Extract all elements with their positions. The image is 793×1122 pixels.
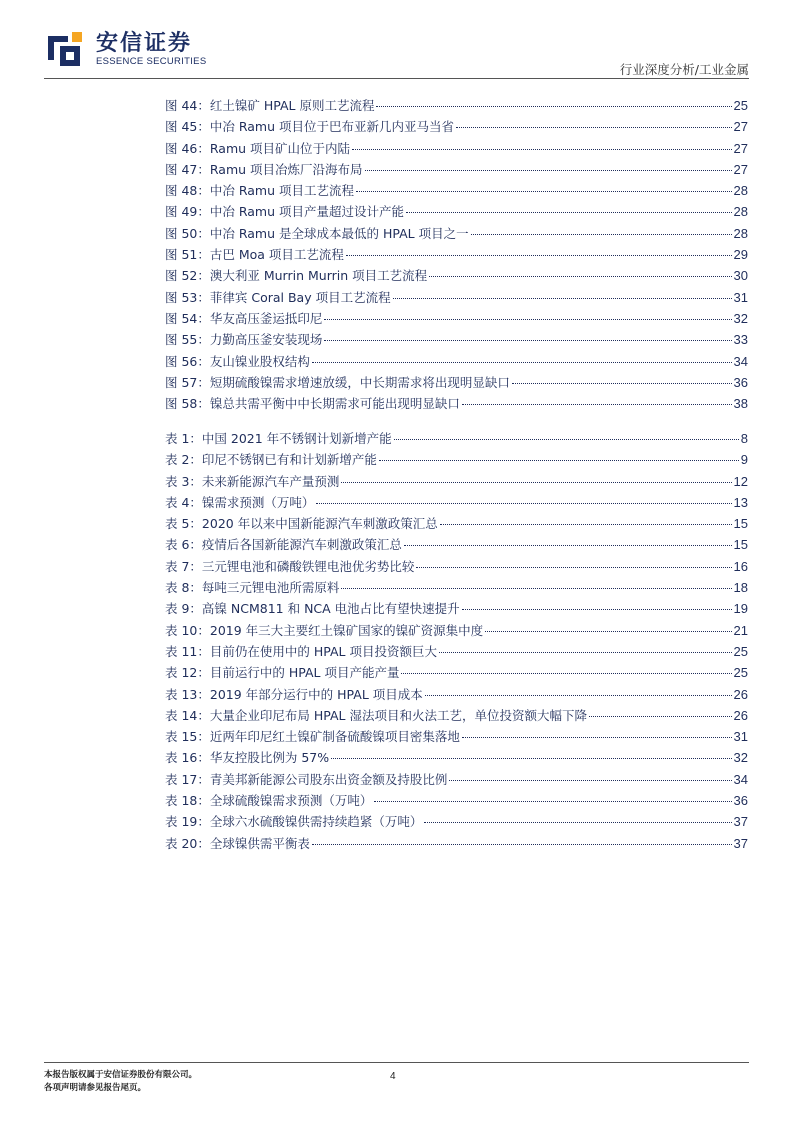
toc-label: 图 53：菲律宾 Coral Bay 项目工艺流程 [165, 289, 391, 305]
toc-page: 32 [733, 750, 748, 766]
toc-entry[interactable] [165, 535, 748, 556]
toc-label: 图 54：华友高压釜运抵印尼 [165, 310, 323, 326]
toc-label: 图 50：中冶 Ramu 是全球成本最低的 HPAL 项目之一 [165, 225, 469, 241]
toc-leader [352, 149, 732, 150]
toc-leader [393, 298, 732, 299]
toc-label: 表 2：印尼不锈钢已有和计划新增产能 [165, 452, 377, 468]
toc-page: 26 [733, 686, 748, 702]
toc-label: 表 15：近两年印尼红土镍矿制备硫酸镍项目密集落地 [165, 729, 460, 745]
toc-label: 图 49：中冶 Ramu 项目产量超过设计产能 [165, 204, 404, 220]
toc-page: 38 [733, 396, 748, 412]
toc-label: 表 6：疫情后各国新能源汽车刺激政策汇总 [165, 537, 402, 553]
toc-entry[interactable] [165, 288, 748, 309]
toc-entry[interactable] [165, 245, 748, 266]
figure-list [165, 96, 748, 415]
toc-entry[interactable] [165, 181, 748, 202]
toc-leader [439, 652, 732, 653]
toc-page: 36 [733, 374, 748, 390]
toc-leader [589, 716, 732, 717]
toc-page: 37 [733, 835, 748, 851]
toc-entry[interactable] [165, 642, 748, 663]
toc-entry[interactable] [165, 663, 748, 684]
toc-leader [341, 588, 731, 589]
toc-leader [462, 404, 732, 405]
report-category: 行业深度分析/工业金属 [619, 62, 749, 77]
toc-page: 15 [733, 537, 748, 553]
toc-label: 表 1：中国 2021 年不锈钢计划新增产能 [165, 431, 392, 446]
toc-page: 29 [733, 247, 748, 263]
toc-label: 表 7：三元锂电池和磷酸铁锂电池优劣势比较 [165, 558, 415, 574]
toc-page: 28 [733, 204, 748, 220]
toc-leader [456, 127, 732, 128]
toc-leader [316, 503, 731, 504]
essence-logo-icon [44, 30, 84, 68]
toc-leader [379, 460, 739, 461]
toc-entry[interactable] [165, 685, 748, 706]
table-list [165, 429, 748, 855]
toc-page: 15 [733, 516, 748, 532]
toc-page: 26 [733, 707, 748, 723]
toc-leader [376, 106, 731, 107]
toc-page: 25 [733, 98, 748, 113]
toc-entry[interactable] [165, 96, 748, 117]
toc-page: 28 [733, 225, 748, 241]
toc-leader [404, 545, 732, 546]
toc-entry[interactable] [165, 472, 748, 493]
toc-entry[interactable] [165, 330, 748, 351]
toc-page: 8 [740, 431, 748, 446]
toc-label: 图 51：古巴 Moa 项目工艺流程 [165, 247, 344, 263]
toc-entry[interactable] [165, 202, 748, 223]
footer-divider [44, 1062, 749, 1063]
toc-leader [471, 234, 732, 235]
toc-entry[interactable] [165, 139, 748, 160]
toc-label: 表 11：目前仍在使用中的 HPAL 项目投资额巨大 [165, 643, 437, 659]
toc-leader [346, 255, 732, 256]
toc-entry[interactable] [165, 429, 748, 450]
toc-label: 图 56：友山镍业股权结构 [165, 353, 310, 369]
toc-page: 27 [733, 119, 748, 135]
toc-page: 31 [733, 729, 748, 745]
toc-label: 图 44：红土镍矿 HPAL 原则工艺流程 [165, 98, 375, 113]
toc-label: 表 16：华友控股比例为 57% [165, 750, 330, 766]
toc-leader [356, 191, 732, 192]
toc-label: 图 52：澳大利亚 Murrin Murrin 项目工艺流程 [165, 268, 428, 284]
logo-name-cn: 安信证券 [96, 31, 193, 56]
toc-label: 表 12：目前运行中的 HPAL 项目产能产量 [165, 665, 400, 681]
toc-label: 表 13：2019 年部分运行中的 HPAL 项目成本 [165, 686, 423, 702]
toc-label: 图 47：Ramu 项目冶炼厂沿海布局 [165, 161, 363, 177]
toc-label: 表 19：全球六水硫酸镍供需持续趋紧（万吨） [165, 814, 423, 830]
toc-page: 19 [733, 601, 748, 617]
toc-label: 图 48：中冶 Ramu 项目工艺流程 [165, 183, 354, 199]
toc-page: 25 [733, 665, 748, 681]
toc-page: 34 [733, 353, 748, 369]
toc-label: 表 10：2019 年三大主要红土镍矿国家的镍矿资源集中度 [165, 622, 484, 638]
toc-entry[interactable] [165, 117, 748, 138]
toc-leader [462, 609, 732, 610]
toc-page: 33 [733, 332, 748, 348]
toc-page: 27 [733, 161, 748, 177]
toc-leader [312, 362, 732, 363]
company-logo [44, 26, 207, 72]
toc-page: 13 [733, 494, 748, 510]
toc-entry[interactable] [165, 373, 748, 394]
toc-leader [462, 737, 732, 738]
toc-leader [341, 482, 731, 483]
toc-entry[interactable] [165, 791, 748, 812]
toc-label: 图 58：镍总共需平衡中中长期需求可能出现明显缺口 [165, 396, 460, 412]
disclaimer-note: 各项声明请参见报告尾页。 [44, 1083, 147, 1093]
toc-leader [406, 212, 732, 213]
toc-page: 32 [733, 310, 748, 326]
toc-entry[interactable] [165, 727, 748, 748]
toc-entry[interactable] [165, 309, 748, 330]
toc-page: 30 [733, 268, 748, 284]
toc-entry[interactable] [165, 394, 748, 415]
toc-entry[interactable] [165, 812, 748, 833]
toc-page: 37 [733, 814, 748, 830]
copyright-note: 本报告版权属于安信证券股份有限公司。 [44, 1070, 198, 1080]
toc-page: 27 [733, 140, 748, 156]
toc-leader [416, 567, 731, 568]
toc-label: 图 57：短期硫酸镍需求增速放缓，中长期需求将出现明显缺口 [165, 374, 510, 390]
toc-leader [512, 383, 732, 384]
toc-leader [485, 631, 731, 632]
toc-page: 18 [733, 580, 748, 596]
toc-label: 表 14：大量企业印尼布局 HPAL 湿法项目和火法工艺，单位投资额大幅下降 [165, 707, 587, 723]
header-divider [44, 78, 749, 79]
toc-entry[interactable] [165, 224, 748, 245]
toc-page: 36 [733, 793, 748, 809]
toc-label: 表 18：全球硫酸镍需求预测（万吨） [165, 793, 373, 809]
toc-entry[interactable] [165, 160, 748, 181]
toc-leader [365, 170, 732, 171]
toc-page: 9 [740, 452, 748, 468]
page-number: 4 [390, 1071, 396, 1082]
toc-leader [429, 276, 731, 277]
toc-page: 34 [733, 771, 748, 787]
toc-page: 12 [733, 473, 748, 489]
toc-label: 图 45：中冶 Ramu 项目位于巴布亚新几内亚马当省 [165, 119, 454, 135]
toc-label: 表 9：高镍 NCM811 和 NCA 电池占比有望快速提升 [165, 601, 460, 617]
toc-leader [324, 340, 731, 341]
toc-label: 表 4：镍需求预测（万吨） [165, 494, 315, 510]
toc-leader [331, 758, 731, 759]
toc-page: 16 [733, 558, 748, 574]
toc-entry[interactable] [165, 706, 748, 727]
toc-leader [401, 673, 731, 674]
toc-entry[interactable] [165, 514, 748, 535]
toc-label: 图 46：Ramu 项目矿山位于内陆 [165, 140, 351, 156]
toc-leader [312, 844, 732, 845]
toc-page: 28 [733, 183, 748, 199]
toc-label: 表 8：每吨三元锂电池所需原料 [165, 580, 340, 596]
toc-entry[interactable] [165, 493, 748, 514]
toc-leader [424, 822, 731, 823]
toc-entry[interactable] [165, 352, 748, 373]
toc-label: 表 17：青美邦新能源公司股东出资金额及持股比例 [165, 771, 448, 787]
toc-entry[interactable] [165, 834, 748, 855]
toc-entry[interactable] [165, 621, 748, 642]
toc-entry[interactable] [165, 599, 748, 620]
logo-name-en: ESSENCE SECURITIES [96, 56, 207, 67]
toc-page: 31 [733, 289, 748, 305]
toc-label: 表 5：2020 年以来中国新能源汽车刺激政策汇总 [165, 516, 438, 532]
toc-leader [394, 439, 739, 440]
toc-label: 图 55：力勤高压釜安装现场 [165, 332, 323, 348]
toc-leader [425, 695, 732, 696]
toc-page: 21 [733, 622, 748, 638]
toc-entry[interactable] [165, 770, 748, 791]
toc-leader [374, 801, 731, 802]
toc-entry[interactable] [165, 557, 748, 578]
toc-leader [449, 780, 731, 781]
toc-entry[interactable] [165, 578, 748, 599]
toc-entry[interactable] [165, 748, 748, 769]
toc-leader [324, 319, 731, 320]
toc-label: 表 20：全球镍供需平衡表 [165, 835, 310, 851]
toc-entry[interactable] [165, 266, 748, 287]
toc-label: 表 3：未来新能源汽车产量预测 [165, 473, 340, 489]
toc-entry[interactable] [165, 450, 748, 471]
toc-leader [440, 524, 732, 525]
toc-page: 25 [733, 643, 748, 659]
